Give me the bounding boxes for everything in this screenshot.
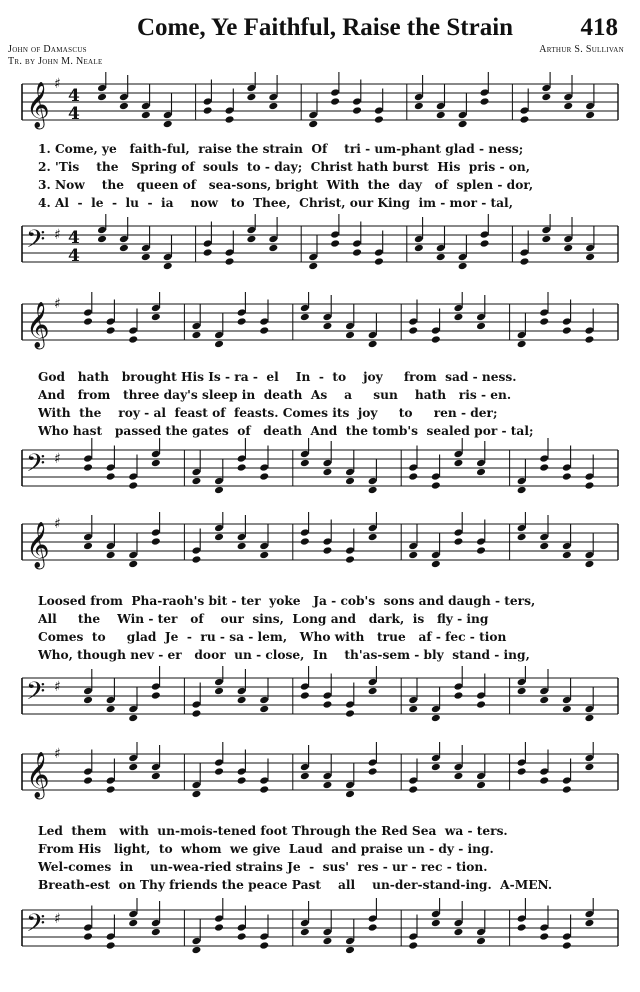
svg-text:4: 4 (68, 104, 80, 124)
bass-clef-icon: 𝄢 (26, 225, 46, 260)
lyric-verse-2: All the Win - ter of our sins, Long and dark, is fly - ing (38, 612, 489, 626)
music-system-2 (14, 292, 626, 500)
svg-text:4: 4 (68, 86, 80, 106)
treble-clef-icon: 𝄞 (26, 302, 50, 348)
lyrics-block (38, 592, 618, 668)
treble-staff (14, 742, 626, 820)
lyric-verse-3: Comes to glad Je - ru - sa - lem, Who with true af - fec - tion (38, 630, 507, 644)
music-system-1 (14, 72, 626, 280)
hymn-number: 418 (580, 14, 618, 41)
music-system-3 (14, 512, 626, 730)
lyric-verse-4: 4. Al - le - lu - ia now to Thee, Christ, our King im - mor - tal, (38, 196, 513, 210)
bass-clef-icon: 𝄢 (26, 677, 46, 712)
svg-text:4: 4 (68, 228, 80, 248)
lyric-verse-2: From His light, to whom we give Laud and praise un - dy - ing. (38, 842, 494, 856)
hymn-title: Come, Ye Faithful, Raise the Strain (136, 14, 514, 41)
treble-staff (14, 292, 626, 370)
bass-staff (14, 438, 626, 500)
lyric-verse-1: God hath brought His Is - ra - el In - to joy from sad - ness. (38, 370, 517, 384)
key-signature-sharp-icon: ♯ (54, 679, 61, 695)
lyrics-block (38, 368, 618, 444)
composer-credit: Arthur S. Sullivan (539, 44, 624, 55)
lyric-verse-3: 3. Now the queen of sea-sons, bright With the day of splen - dor, (38, 178, 534, 192)
key-signature-sharp-icon: ♯ (54, 911, 61, 927)
key-signature-sharp-icon: ♯ (54, 227, 61, 243)
lyric-verse-2: 2. 'Tis the Spring of souls to - day; Christ hath burst His pris - on, (38, 160, 530, 174)
author-credit: John of Damascus (8, 44, 87, 55)
lyric-verse-4: Who hast passed the gates of death And the tomb's sealed por - tal; (38, 424, 534, 438)
lyric-verse-4: Breath-est on Thy friends the peace Past all un-der-stand-ing. A-MEN. (38, 878, 553, 892)
treble-clef-icon: 𝄞 (26, 522, 50, 568)
key-signature-sharp-icon: ♯ (54, 516, 61, 532)
svg-text:4: 4 (68, 246, 80, 266)
treble-staff (14, 512, 626, 592)
lyric-verse-2: And from three day's sleep in death As a sun hath ris - en. (38, 388, 512, 402)
lyrics-block (38, 140, 618, 216)
lyrics-block (38, 822, 618, 898)
lyric-verse-1: Loosed from Pha-raoh's bit - ter yoke Ja - cob's sons and daugh - ters, (38, 594, 536, 608)
lyric-verse-1: Led them with un-mois-tened foot Through the Red Sea wa - ters. (38, 824, 508, 838)
bass-staff (14, 666, 626, 730)
music-system-4 (14, 742, 626, 980)
bass-clef-icon: 𝄢 (26, 909, 46, 944)
bass-clef-icon: 𝄢 (26, 449, 46, 484)
lyric-verse-4: Who, though nev - er door un - close, In th'as-sem - bly stand - ing, (38, 648, 530, 662)
key-signature-sharp-icon: ♯ (54, 451, 61, 467)
key-signature-sharp-icon: ♯ (54, 746, 61, 762)
key-signature-sharp-icon: ♯ (54, 296, 61, 312)
lyric-verse-3: With the roy - al feast of feasts. Comes its joy to ren - der; (38, 406, 498, 420)
bass-staff (14, 898, 626, 972)
key-signature-sharp-icon: ♯ (54, 76, 61, 92)
lyric-verse-1: 1. Come, ye faith-ful, raise the strain Of tri - um-phant glad - ness; (38, 142, 524, 156)
lyric-verse-3: Wel-comes in un-wea-ried strains Je - sus' res - ur - rec - tion. (38, 860, 488, 874)
treble-staff (14, 72, 626, 142)
treble-clef-icon: 𝄞 (26, 82, 50, 128)
translator-credit: Tr. by John M. Neale (8, 56, 103, 67)
treble-clef-icon: 𝄞 (26, 752, 50, 798)
bass-staff (14, 214, 626, 280)
